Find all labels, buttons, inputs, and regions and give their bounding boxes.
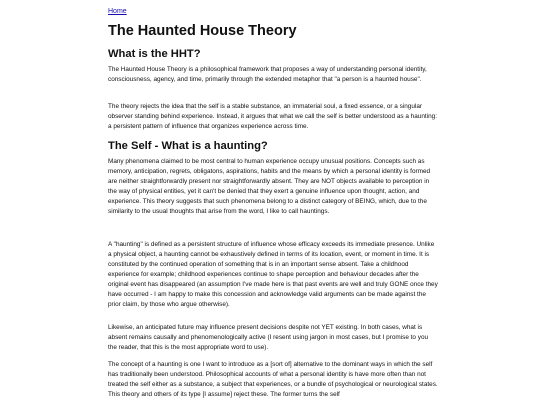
paragraph: The Haunted House Theory is a philosophical framework that proposes a way of understanding personal identity, consciousness, agency, and time, primarily through the extended metaphor that "a person is a haunted house". bbox=[108, 66, 427, 83]
paragraph: The concept of a haunting is one I want to introduce as a [sort of] alternative to the dominant ways in which the self has traditionally been understood. Philosophical accounts of what a personal identity is have more often than not treated the self either as a substance, a subject that experiences, or a bundle of psychological or neurological states. This theory and others of its type [I assume] reject these. The former turns the self bbox=[108, 361, 438, 398]
paragraph: A "haunting" is defined as a persistent structure of influence whose efficacy exceeds its immediate presence. Unlike a physical object, a haunting cannot be exhaustively defined in terms of its location, event, or moment in time. It is constituted by the continued operation of something that is in an important sense absent. Take a childhood experience for example; childhood experiences continue to shape perception and behaviour decades after the original event has disappeared (an assumption I've made here is that past events are well and truly GONE once they have occurred - I am happy to make this concession and acknowledge valid arguments can be made against the prior claim, by those who argue otherwise). bbox=[108, 241, 438, 308]
paragraph: The theory rejects the idea that the self is a stable substance, an immaterial soul, a fixed essence, or a singular observer standing behind experience. Instead, it argues that what we call the self is better understood as a haunting: a persistent pattern of influence that organizes experience across time. bbox=[108, 103, 437, 130]
section-heading-what-is-hht: What is the HHT? bbox=[108, 48, 201, 60]
page-title: The Haunted House Theory bbox=[108, 23, 297, 39]
paragraph: Likewise, an anticipated future may influence present decisions despite not YET existing. In both cases, what is absent remains causally and phenomenologically active (I resent using jargon in most cases, but I promise to you the reader, that this is the most appropriate word to use). bbox=[108, 324, 429, 351]
section-heading-what-is-haunting: The Self - What is a haunting? bbox=[108, 140, 268, 152]
home-link[interactable]: Home bbox=[108, 8, 127, 15]
paragraph: Many phenomena claimed to be most central to human experience occupy unusual positions. Concepts such as memory, anticipation, regrets, obligatons, aspirations, habits and the means by which a personal identity is formed are neither straightforwardly present nor straightforwardly absent. They are NOT objects available to perception in the way of physical entities, yet it can't be denied that they exert a genuine influence upon thought, action, and experience. This theory suggests that such phenomena belong to a distinct category of BEING, which, due to the similarity to the usual thoughts that arise from the word, I like to call hauntings. bbox=[108, 158, 431, 215]
